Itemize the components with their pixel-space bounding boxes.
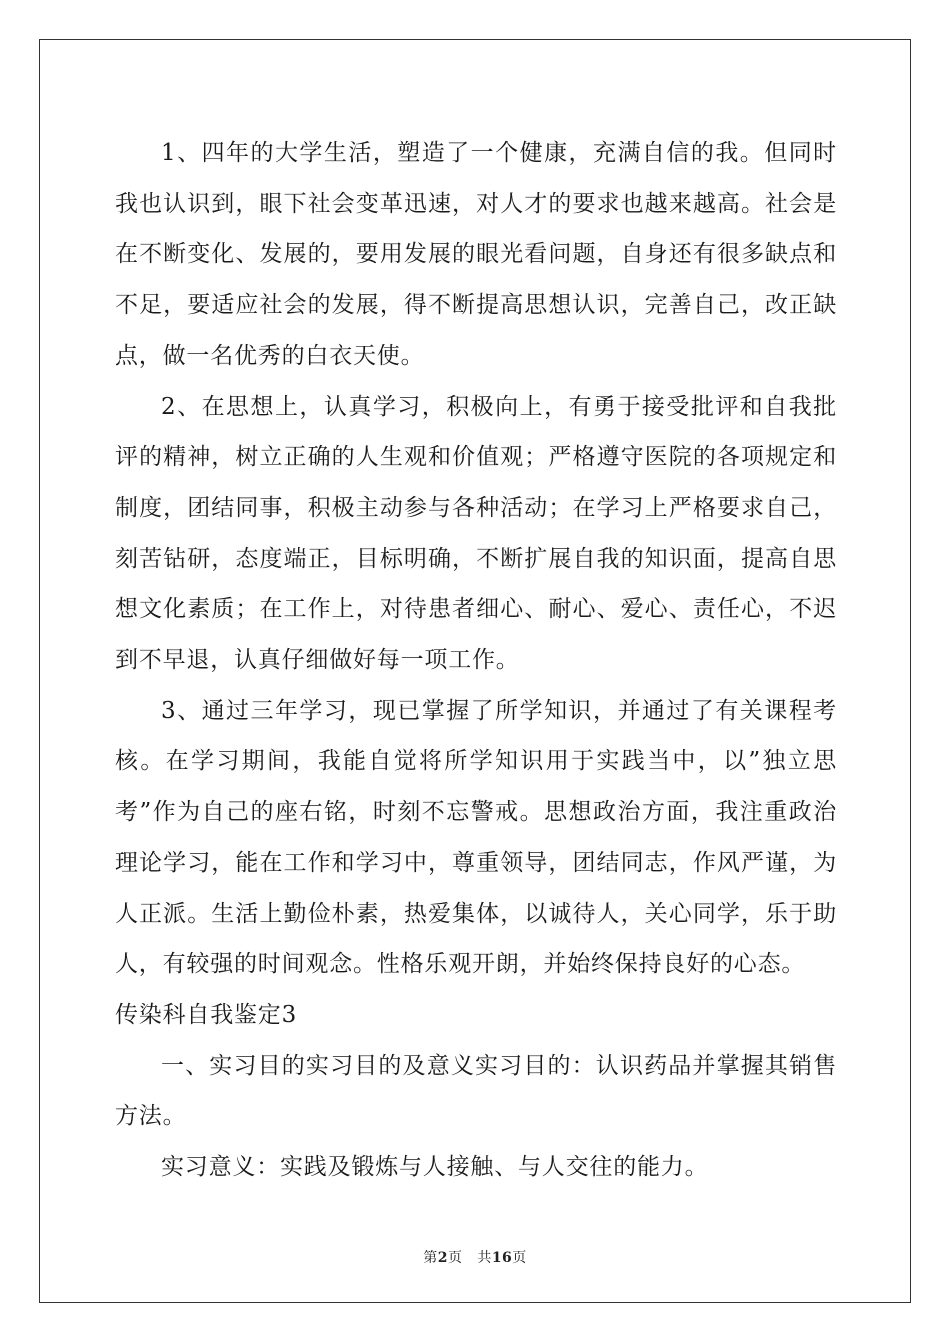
section-paragraph-1: 一、实习目的实习目的及意义实习目的：认识药品并掌握其销售方法。 [115, 1052, 837, 1130]
page-footer [0, 1247, 950, 1267]
paragraph-3: 3、通过三年学习，现已掌握了所学知识，并通过了有关课程考核。在学习期间，我能自觉将所学知识用于实践当中，以”独立思考”作为自己的座右铭，时刻不忘警戒。思想政治方面，我注重政治理论学习，能在工作和学习中，尊重领导，团结同志，作风严谨，为人正派。生活上勤俭朴素，热爱集体，以诚待人，关心同学，乐于助人，有较强的时间观念。性格乐观开朗，并始终保持良好的心态。 [115, 697, 837, 978]
paragraph-2: 2、在思想上，认真学习，积极向上，有勇于接受批评和自我批评的精神，树立正确的人生观和价值观；严格遵守医院的各项规定和制度，团结同事，积极主动参与各种活动；在学习上严格要求自己，刻苦钻研，态度端正，目标明确，不断扩展自我的知识面，提高自思想文化素质；在工作上，对待患者细心、耐心、爱心、责任心，不迟到不早退，认真仔细做好每一项工作。 [115, 393, 837, 674]
page-number: 2 [437, 1250, 448, 1266]
total-pages: 16 [491, 1250, 513, 1266]
document-body [115, 128, 837, 1193]
total-prefix: 共 [477, 1250, 492, 1266]
section-heading: 传染科自我鉴定3 [115, 1001, 298, 1028]
total-suffix: 页 [512, 1250, 527, 1266]
paragraph-1: 1、四年的大学生活，塑造了一个健康，充满自信的我。但同时我也认识到，眼下社会变革迅速，对人才的要求也越来越高。社会是在不断变化、发展的，要用发展的眼光看问题，自身还有很多缺点和不足，要适应社会的发展，得不断提高思想认识，完善自己，改正缺点，做一名优秀的白衣天使。 [115, 140, 837, 369]
section-paragraph-2: 实习意义：实践及锻炼与人接触、与人交往的能力。 [161, 1154, 709, 1181]
page-suffix: 页 [447, 1250, 463, 1266]
page-prefix: 第 [423, 1250, 438, 1266]
